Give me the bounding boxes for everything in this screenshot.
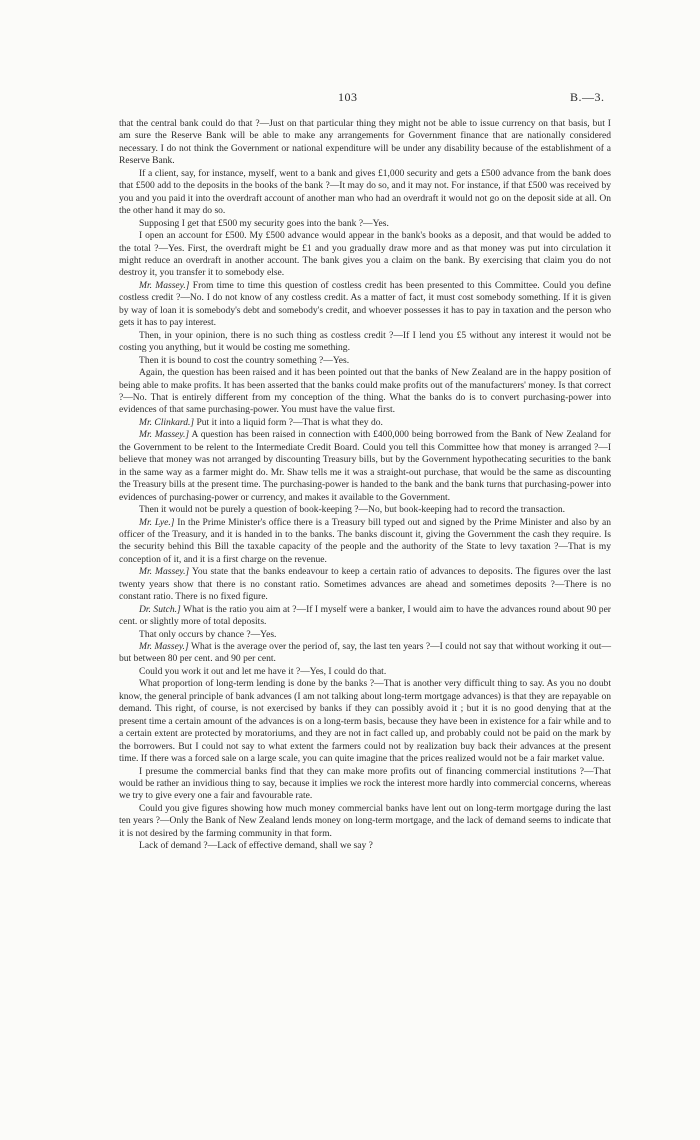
paragraph [119,604,611,629]
paragraph-text: I presume the commercial banks find that they can make more profits out of financing commercial institutions ?—That would be rather an invidious thing to say, because it implies we rock the interest more hardly into commercial concerns, whereas we try to give every one a fair and favourable rate. [119,765,611,802]
paragraph [119,678,611,765]
paragraph-text: Then it would not be purely a question of book-keeping ?—No, but book-keeping had to record the transaction. [139,504,566,516]
paragraph [119,504,611,516]
paragraph-text: Could you work it out and let me have it ?—Yes, I could do that. [139,665,387,677]
paragraph-text: In the Prime Minister's office there is a Treasury bill typed out and signed by the Prime Minister and also by an officer of the Treasury, and it is handed in to the banks. The banks discount it, giving the Government the cash they require. Is the security behind this Bill the taxable capacity of the people and the authority of the State to levy taxation ?—That is my conception of it, and it is a first charge on the revenue. [119,516,611,565]
paragraph-text: Put it into a liquid form ?—That is what they do. [196,416,383,428]
paragraph [119,517,611,567]
paragraph [119,280,611,330]
paragraph-text: Supposing I get that £500 my security goes into the bank ?—Yes. [139,217,389,229]
paragraph [119,367,611,417]
paragraph [119,840,611,852]
paragraph [119,641,611,666]
document-reference: B.—3. [570,90,605,104]
paragraph-text: What is the average over the period of, say, the last ten years ?—I could not say that without working it out—but between 80 per cent. and 90 per cent. [119,641,612,665]
paragraph [119,629,611,641]
speaker-label: Dr. Sutch.] [139,603,181,615]
speaker-label: Mr. Lye.] [139,516,175,528]
paragraph [119,168,611,218]
paragraph-text: Could you give figures showing how much money commercial banks have lent out on long-term mortgage during the last ten years ?—Only the Bank of New Zealand lends money on long-term mortgage, and the lack of demand seems to indicate that it is not desired by the farming community in that form. [119,802,611,839]
paragraph [119,666,611,678]
paragraph [119,417,611,429]
speaker-label: Mr. Massey.] [139,279,190,291]
paragraph [119,429,611,504]
paragraph-text: That only occurs by chance ?—Yes. [139,628,277,640]
paragraph [119,803,611,840]
speaker-label: Mr. Massey.] [139,641,189,653]
paragraph-text: I open an account for £500. My £500 advance would appear in the bank's books as a deposit, and that would be added to the total ?—Yes. First, the overdraft might be £1 and you gradually draw more and as that money was put into circulation it might reduce an overdraft in another account. The bank gives you a claim on the bank. By exercising that claim you do not destroy it, you transfer it to somebody else. [119,230,611,279]
paragraph-text: Again, the question has been raised and it has been pointed out that the banks of New Zealand are in the happy position of being able to make profits. It has been asserted that the banks could make profits out of the manufacturers' money. Is that correct ?—No. That is entirely different from my conception of the thing. What the banks do is to convert purchasing-power into evidences of that same purchasing-power. You must have the value first. [119,367,611,416]
paragraph-text: What is the ratio you aim at ?—If I myself were a banker, I would aim to have the advances round about 90 per cent. or slightly more of total deposits. [119,603,611,628]
paragraph-text: Then it is bound to cost the country something ?—Yes. [139,354,350,366]
body-text [119,118,611,853]
speaker-label: Mr. Massey.] [139,566,190,578]
paragraph-text: A question has been raised in connection with £400,000 being borrowed from the Bank of New Zealand for the Government to be relent to the Intermediate Credit Board. Could you tell this Committee how that money is arranged ?—I believe that money was not arranged by discounting Treasury bills, but by the Government hypothecating securities to the bank in the same way as a farmer might do. Mr. Shaw tells me it was a straight-out purchase, that would be the same as discounting the Treasury bills at the present time. The purchasing-power is handed to the bank and the bank turns that purchasing-power into evidences of purchasing-power or currency, and makes it available to the Government. [119,429,611,503]
page-number: 103 [338,90,358,104]
paragraph-text: If a client, say, for instance, myself, went to a bank and gives £1,000 security and gets a £500 advance from the bank does that £500 add to the deposits in the books of the bank ?—It may do so, and it may not. For instance, if that £500 was received by you and you paid it into the overdraft account of another man who had an overdraft it would not go on the deposit side at all. On the other hand it may do so. [119,167,611,217]
paragraph [119,355,611,367]
speaker-label: Mr. Massey.] [139,429,190,441]
paragraph [119,218,611,230]
paragraph-text: that the central bank could do that ?—Just on that particular thing they might not be able to issue currency on that basis, but I am sure the Reserve Bank will be able to make any arrangements for Government finance that are nationally considered necessary. I do not think the Government or national expenditure will be under any disability because of the establishment of a Reserve Bank. [119,118,611,167]
paragraph [119,566,611,603]
speaker-label: Mr. Clinkard.] [139,416,195,428]
paragraph-text: From time to time this question of costless credit has been presented to this Committee. Could you define costless credit ?—No. I do not know of any costless credit. As a matter of fact, it must cost somebody something. If it is given by way of loan it is somebody's debt and somebody's credit, and whoever possesses it has to pay in taxation and the person who gets it has to pay interest. [119,279,611,329]
paragraph-text: What proportion of long-term lending is done by the banks ?—That is another very difficult thing to say. As you no doubt know, the general principle of bank advances (I am not talking about long-term mortgage advances) is that they are repayable on demand. This right, of course, is not exercised by banks if they can possibly avoid it ; but it is no good denying that at the present time a certain amount of the advances is on a long-term basis, because they have been in existence for a fair while and to a certain extent are protected by moratoriums, and they are not in fact called up, and probably could not be paid on the mark by the borrowers. But I could not say to what extent the farmers could not by realization buy back their advances at the present time. If there was a forced sale on a large scale, you can quite imagine that the prices realized would not be a fair market value. [119,678,611,765]
paragraph [119,230,611,280]
paragraph-text: You state that the banks endeavour to keep a certain ratio of advances to deposits. The figures over the last twenty years show that there is no constant ratio. Sometimes advances are ahead and sometimes deposits ?—There is no constant ratio. There is no fixed figure. [119,566,611,603]
paragraph [119,330,611,355]
paragraph-text: Then, in your opinion, there is no such thing as costless credit ?—If I lend you £5 without any interest it would not be costing you anything, but it would be costing me something. [119,329,611,354]
paragraph-text: Lack of demand ?—Lack of effective demand, shall we say ? [139,840,373,852]
paragraph [119,118,611,168]
paragraph [119,766,611,803]
